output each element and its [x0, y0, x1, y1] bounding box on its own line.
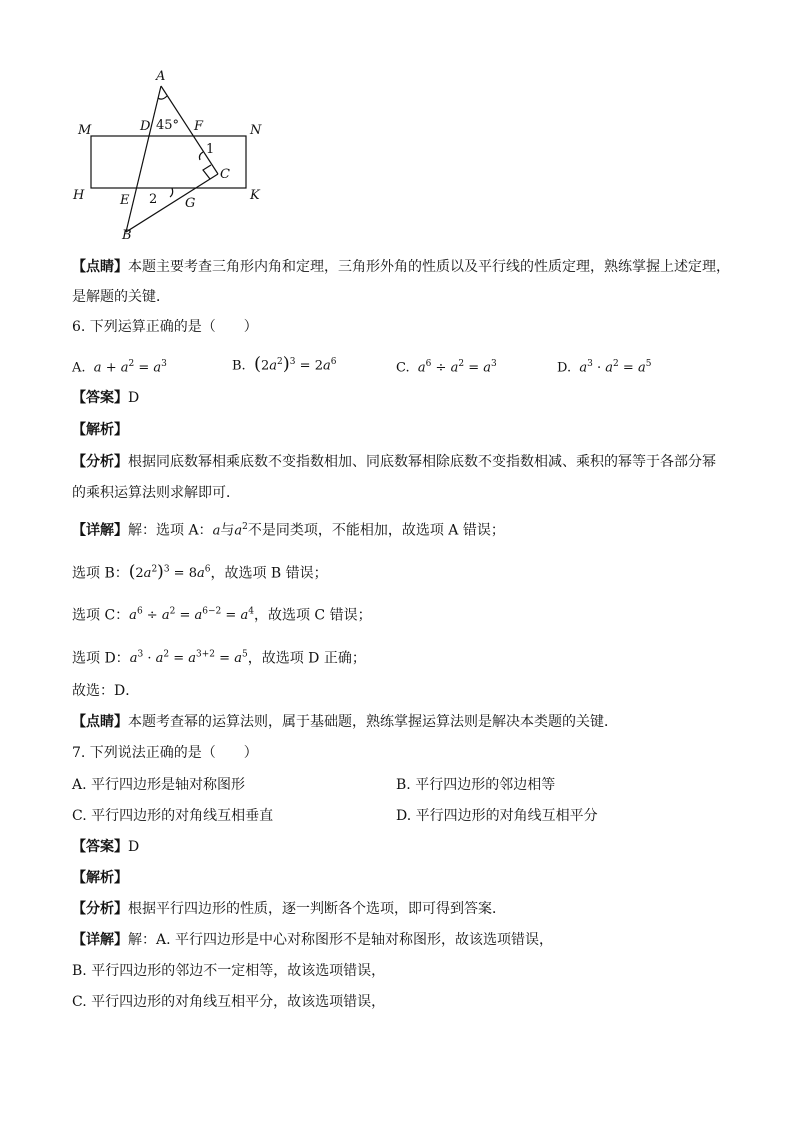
label-f: F	[194, 119, 204, 134]
q6-choose: 故选：D．	[72, 683, 140, 699]
q5-dianjing-text1: 本题主要考查三角形内角和定理，三角形外角的性质以及平行线的性质定理，熟练掌握上述定理，	[128, 259, 730, 275]
q7-answer-tag: 【答案】	[72, 839, 128, 855]
label-g: G	[185, 196, 196, 211]
q6-xiangjie-d-post: ，故选项 D 正确；	[247, 650, 366, 667]
q6-stem: 6. 下列运算正确的是（ ）	[72, 319, 258, 335]
label-k: K	[250, 188, 260, 203]
label-c: C	[220, 167, 230, 182]
label-e: E	[120, 193, 130, 208]
label-n: N	[250, 123, 262, 138]
q6-xiangjie-d-pre: 选项 D：	[72, 650, 130, 667]
q6-answer-tag: 【答案】	[72, 390, 128, 406]
q5-dianjing-tag: 【点睛】	[72, 259, 128, 275]
label-d: D	[140, 119, 151, 134]
q6-dianjing-text: 本题考查幂的运算法则，属于基础题，熟练掌握运算法则是解决本类题的关键．	[128, 714, 618, 730]
q7-jiexi-tag: 【解析】	[72, 870, 128, 886]
q6-xiangjie-a-post: 不是同类项，不能相加，故选项 A 错误；	[247, 522, 505, 539]
q6-option-c-label: C.	[396, 360, 410, 376]
segment-cb	[126, 174, 218, 232]
label-2: 2	[149, 192, 158, 207]
q6-option-b: B. $(2a^2)^3 = 2a^6$	[232, 353, 337, 375]
q6-dianjing-line	[72, 712, 618, 732]
q7-xiangjie-tag: 【详解】	[72, 932, 128, 948]
q6-fenxi-text1: 根据同底数幂相乘底数不变指数相加、同底数幂相除底数不变指数相减、乘积的幂等于各部分幂	[128, 454, 716, 470]
q7-option-d: D. 平行四边形的对角线互相平分	[396, 808, 598, 824]
q6-option-d: D. $a^3 \cdot a^2 = a^5$	[557, 359, 652, 376]
q6-option-b-label: B.	[232, 358, 246, 374]
segment-ab	[126, 86, 161, 232]
q7-xiangjie-a	[72, 930, 553, 950]
q7-stem: 7. 下列说法正确的是（ ）	[72, 745, 258, 761]
label-1: 1	[206, 142, 215, 157]
q7-xiangjie-c: C. 平行四边形的对角线互相平分，故该选项错误，	[72, 994, 386, 1010]
q7-fenxi-tag: 【分析】	[72, 901, 128, 917]
label-h: H	[73, 188, 85, 203]
q7-fenxi-line	[72, 899, 506, 919]
label-b: B	[122, 228, 132, 242]
label-a: A	[156, 69, 166, 84]
q6-xiangjie-a-mid: 与	[220, 522, 235, 539]
q7-xiangjie-b: B. 平行四边形的邻边不一定相等，故该选项错误，	[72, 963, 386, 979]
geometry-figure	[70, 62, 280, 242]
angle-2-arc	[170, 188, 173, 197]
q6-xiangjie-c-post: ，故选项 C 错误；	[253, 607, 372, 624]
q6-option-a-label: A.	[72, 360, 86, 376]
q6-xiangjie-c-pre: 选项 C：	[72, 607, 130, 624]
angle-1-arc	[199, 152, 203, 160]
q5-dianjing-line1	[72, 257, 730, 277]
q6-dianjing-tag: 【点睛】	[72, 714, 128, 730]
label-45: 45°	[156, 118, 180, 133]
q6-fenxi-tag: 【分析】	[72, 454, 128, 470]
q6-xiangjie-b-pre: 选项 B：	[72, 565, 129, 582]
q6-xiangjie-tag: 【详解】	[72, 522, 128, 539]
q7-option-b: B. 平行四边形的邻边相等	[396, 777, 556, 793]
q5-dianjing-line2: 是解题的关键．	[72, 289, 170, 305]
q6-xiangjie-c: 选项 C：$a^6 \div a^2 = a^{6-2} = a^4$，故选项 C 错误；	[72, 607, 372, 624]
q6-option-a-expr: a	[93, 360, 102, 376]
q7-xiangjie-a-text: 解：A. 平行四边形是中心对称图形不是轴对称图形，故该选项错误，	[128, 932, 554, 948]
right-angle-mark	[203, 165, 211, 179]
q6-xiangjie-b: 选项 B：$(2a^2)^3 = 8a^6$，故选项 B 错误；	[72, 562, 328, 583]
q6-option-d-label: D.	[557, 360, 572, 376]
q6-jiexi-tag: 【解析】	[72, 422, 128, 438]
q6-fenxi-line1	[72, 452, 716, 472]
q6-xiangjie-d: 选项 D：$a^3 \cdot a^2 = a^{3+2} = a^5$，故选项 D 正确；	[72, 650, 366, 667]
q7-option-a: A. 平行四边形是轴对称图形	[72, 777, 246, 793]
q6-fenxi-line2: 的乘积运算法则求解即可．	[72, 485, 240, 501]
q7-option-c: C. 平行四边形的对角线互相垂直	[72, 808, 274, 824]
angle-a-arc	[158, 96, 167, 99]
q6-answer-line	[72, 388, 139, 408]
q6-option-c: C. $a^6 \div a^2 = a^3$	[396, 359, 497, 376]
q6-xiangjie-a-pre: 解：选项 A：	[128, 522, 213, 539]
q6-option-a: A. $a + a^2 = a^3$	[72, 359, 167, 376]
q6-xiangjie-a: 【详解】解：选项 A：a与$a^2$不是同类项，不能相加，故选项 A 错误；	[72, 522, 505, 539]
q6-xiangjie-b-post: ，故选项 B 错误；	[210, 565, 328, 582]
q7-answer-line	[72, 837, 139, 857]
q7-answer-value: D	[128, 839, 140, 855]
q6-answer-value: D	[128, 390, 140, 406]
q7-fenxi-text: 根据平行四边形的性质，逐一判断各个选项，即可得到答案．	[128, 901, 506, 917]
label-m: M	[78, 123, 92, 138]
